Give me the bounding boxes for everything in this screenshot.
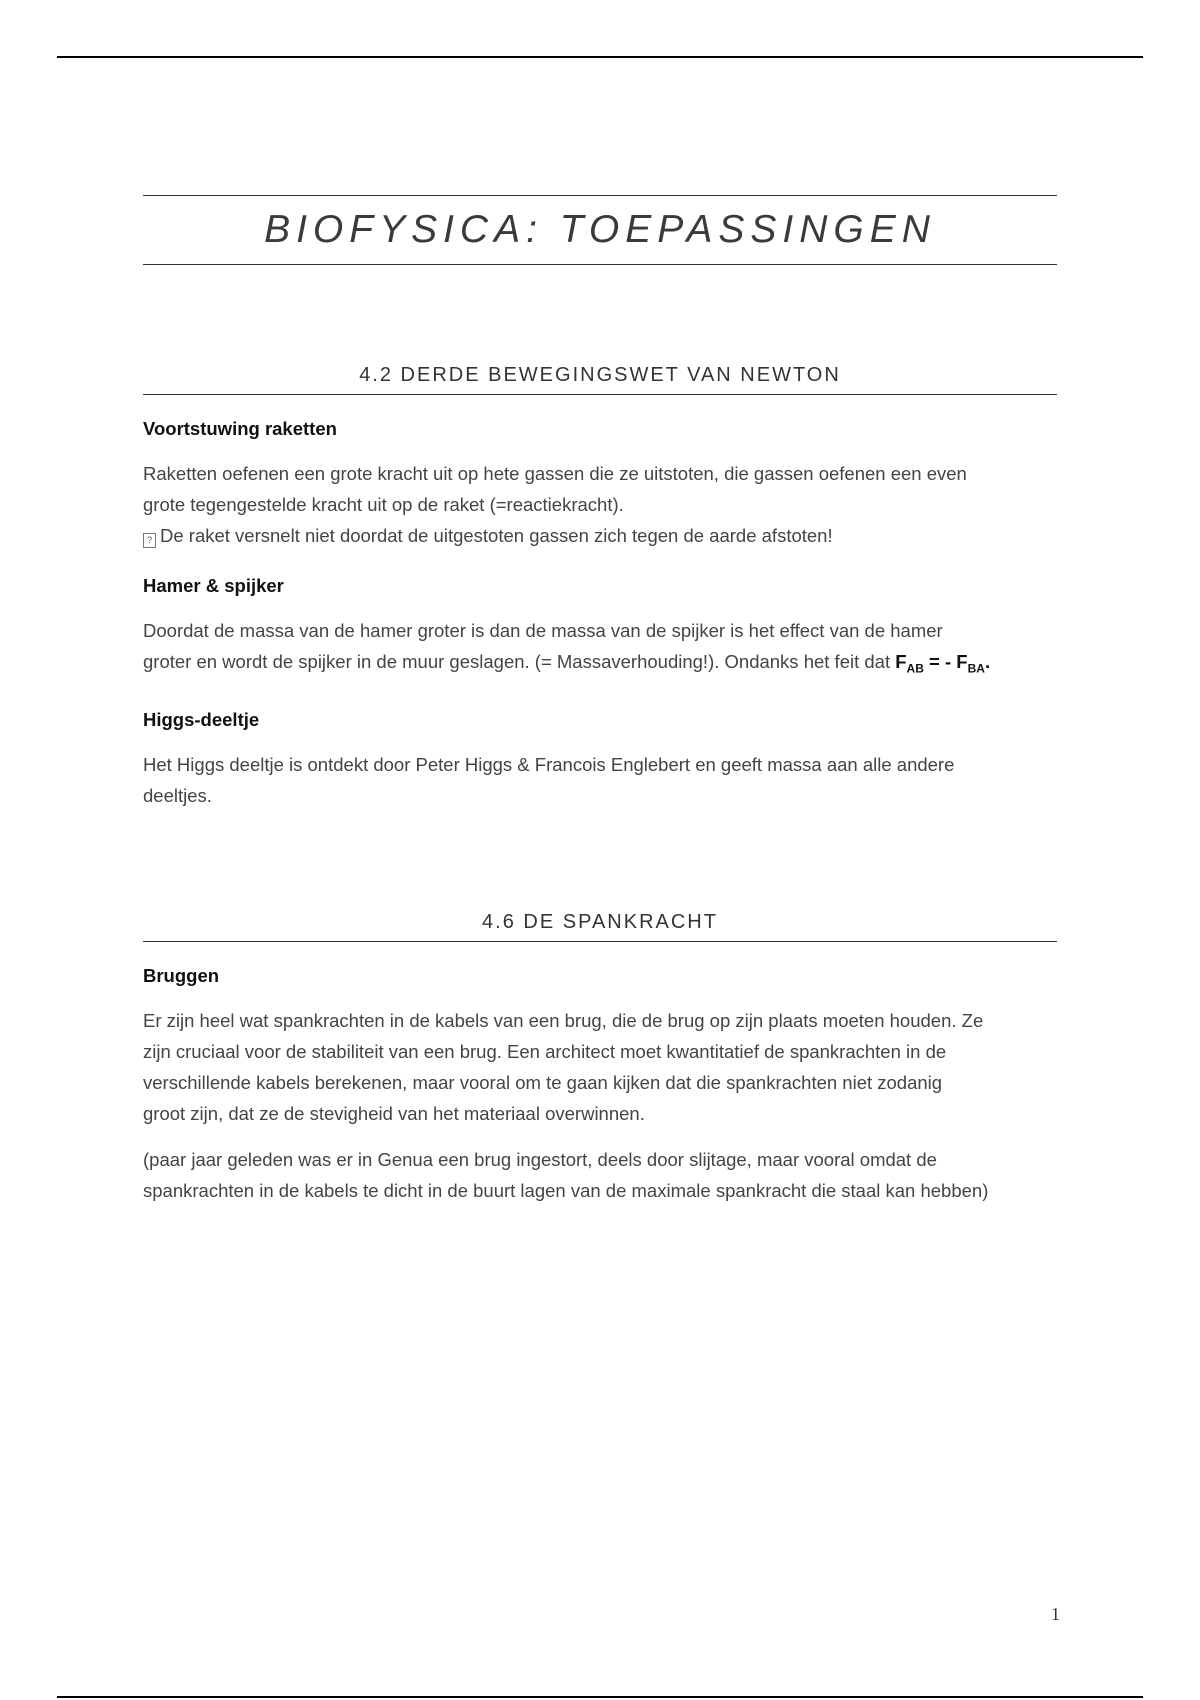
page-number: 1 xyxy=(1051,1604,1060,1624)
subsection-heading: Hamer & spijker xyxy=(143,575,284,596)
paragraph-bridges xyxy=(143,1005,1057,1129)
paragraph-genoa xyxy=(143,1144,1057,1206)
force-formula xyxy=(895,651,991,676)
text-line xyxy=(143,520,1057,551)
formula-symbol: F xyxy=(895,651,907,672)
text-line: spankrachten in de kabels te dicht in de buurt lagen van de maximale spankracht die staal kan hebben) xyxy=(143,1179,989,1201)
paragraph-rockets xyxy=(143,458,1057,551)
section-heading: 4.6 DE SPANKRACHT xyxy=(143,911,1057,942)
text-line xyxy=(143,646,1057,685)
title-block xyxy=(143,195,1057,265)
text-line-content: groter en wordt de spijker in de muur geslagen. (= Massaverhouding!). Ondanks het feit dat xyxy=(143,651,891,672)
text-line-content: De raket versnelt niet doordat de uitgestoten gassen zich tegen de aarde afstoten! xyxy=(160,525,833,546)
formula-subscript: AB xyxy=(906,661,924,676)
text-line: (paar jaar geleden was er in Genua een brug ingestort, deels door slijtage, maar vooral omdat de xyxy=(143,1148,937,1170)
text-line: deeltjes. xyxy=(143,784,212,806)
text-line: groot zijn, dat ze de stevigheid van het materiaal overwinnen. xyxy=(143,1102,645,1124)
formula-subscript: BA xyxy=(967,661,985,676)
paragraph-higgs xyxy=(143,749,1057,811)
paragraph-hammer xyxy=(143,615,1057,685)
formula-operator: = - xyxy=(923,651,957,672)
subsection-heading: Voortstuwing raketten xyxy=(143,418,337,439)
page-content xyxy=(143,195,1057,1206)
formula-period: . xyxy=(984,651,991,672)
text-line: verschillende kabels berekenen, maar vooral om te gaan kijken dat die spankrachten niet zodanig xyxy=(143,1071,943,1093)
subsection-heading: Bruggen xyxy=(143,964,220,986)
text-line: zijn cruciaal voor de stabiliteit van een brug. Een architect moet kwantitatief de spankrachten in de xyxy=(143,1040,947,1062)
missing-glyph-icon: ? xyxy=(143,533,156,548)
text-line: grote tegengestelde kracht uit op de raket (=reactiekracht). xyxy=(143,494,624,515)
formula-symbol: F xyxy=(956,651,968,672)
subsection-heading: Higgs-deeltje xyxy=(143,708,260,730)
page-top-rule xyxy=(57,56,1143,58)
text-line: Het Higgs deeltje is ontdekt door Peter Higgs & Francois Englebert en geeft massa aan alle andere xyxy=(143,753,955,775)
text-line: Er zijn heel wat spankrachten in de kabels van een brug, die de brug op zijn plaats moeten houden. Ze xyxy=(143,1009,984,1031)
text-line: Doordat de massa van de hamer groter is dan de massa van de spijker is het effect van de hamer xyxy=(143,620,943,641)
section-newton xyxy=(143,364,1057,811)
section-spankracht xyxy=(143,911,1057,1206)
document-title: BIOFYSICA: TOEPASSINGEN xyxy=(264,208,936,251)
page-bottom-rule xyxy=(57,1696,1143,1698)
section-heading: 4.2 DERDE BEWEGINGSWET VAN NEWTON xyxy=(143,364,1057,395)
text-line: Raketten oefenen een grote kracht uit op hete gassen die ze uitstoten, die gassen oefenen een even xyxy=(143,463,967,484)
